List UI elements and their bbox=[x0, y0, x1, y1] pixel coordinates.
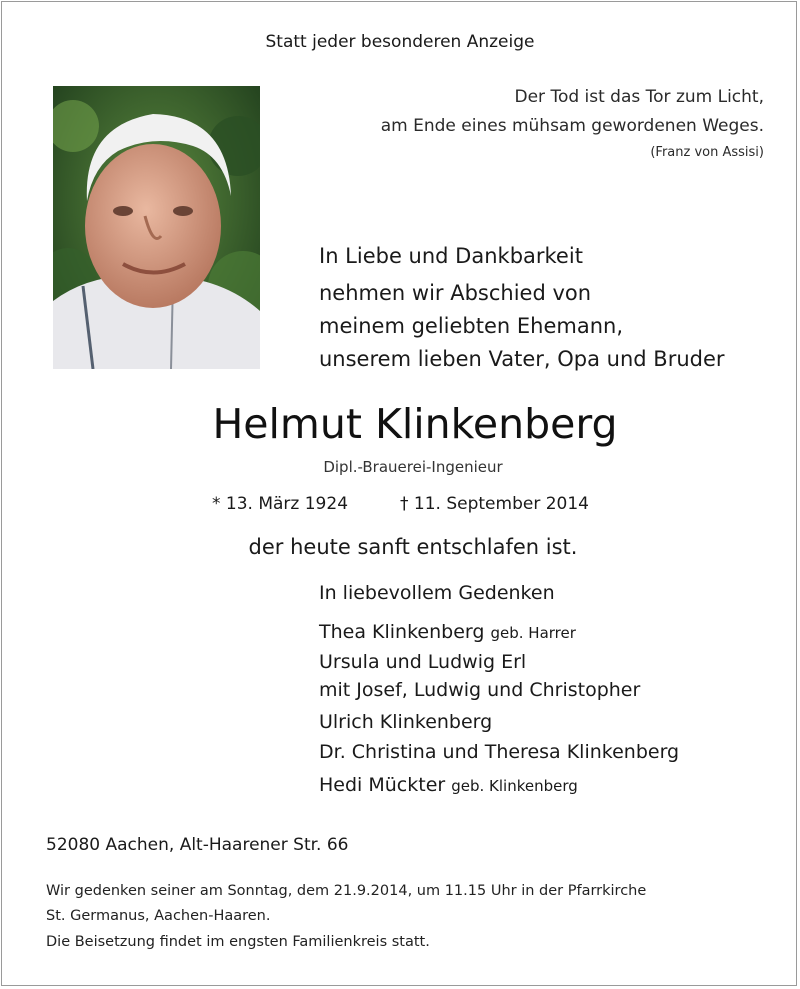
family-member-name: Ursula und Ludwig Erl bbox=[319, 651, 527, 673]
service-note-1: Wir gedenken seiner am Sonntag, dem 21.9.2014, um 11.15 Uhr in der Pfarrkirche bbox=[46, 883, 647, 899]
birth-date: * 13. März 1924 bbox=[212, 494, 349, 514]
family-member-note: geb. Klinkenberg bbox=[451, 777, 578, 795]
family-member bbox=[319, 679, 640, 701]
intro-line-3: meinem geliebten Ehemann, bbox=[319, 314, 623, 338]
family-member bbox=[319, 621, 576, 643]
quote-line-2: am Ende eines mühsam gewordenen Weges. bbox=[380, 116, 764, 136]
service-note-2: St. Germanus, Aachen-Haaren. bbox=[46, 908, 271, 924]
family-member-name: mit Josef, Ludwig und Christopher bbox=[319, 679, 641, 701]
intro-line-1: In Liebe und Dankbarkeit bbox=[319, 244, 583, 268]
header-text: Statt jeder besonderen Anzeige bbox=[265, 32, 535, 52]
family-member-note: geb. Harrer bbox=[490, 624, 576, 642]
family-member-name: Ulrich Klinkenberg bbox=[319, 711, 493, 733]
service-note-3: Die Beisetzung findet im engsten Familienkreis statt. bbox=[46, 934, 430, 950]
deceased-name: Helmut Klinkenberg bbox=[212, 400, 618, 448]
intro-line-2: nehmen wir Abschied von bbox=[319, 281, 592, 305]
family-member-name: Dr. Christina und Theresa Klinkenberg bbox=[319, 741, 680, 763]
family-member-name: Thea Klinkenberg bbox=[319, 621, 485, 643]
quote-line-1: Der Tod ist das Tor zum Licht, bbox=[514, 87, 764, 107]
portrait-photo bbox=[53, 86, 260, 369]
closing-line: der heute sanft entschlafen ist. bbox=[248, 535, 578, 559]
intro-line-4: unserem lieben Vater, Opa und Bruder bbox=[319, 347, 725, 371]
deceased-title: Dipl.-Brauerei-Ingenieur bbox=[323, 458, 503, 476]
family-heading: In liebevollem Gedenken bbox=[319, 582, 555, 604]
family-member bbox=[319, 741, 679, 763]
family-member bbox=[319, 711, 492, 733]
family-member bbox=[319, 774, 578, 796]
family-member-name: Hedi Mückter bbox=[319, 774, 446, 796]
address: 52080 Aachen, Alt-Haarener Str. 66 bbox=[46, 835, 349, 855]
quote-author: (Franz von Assisi) bbox=[650, 145, 764, 160]
family-member bbox=[319, 651, 526, 673]
death-date: † 11. September 2014 bbox=[400, 494, 589, 514]
